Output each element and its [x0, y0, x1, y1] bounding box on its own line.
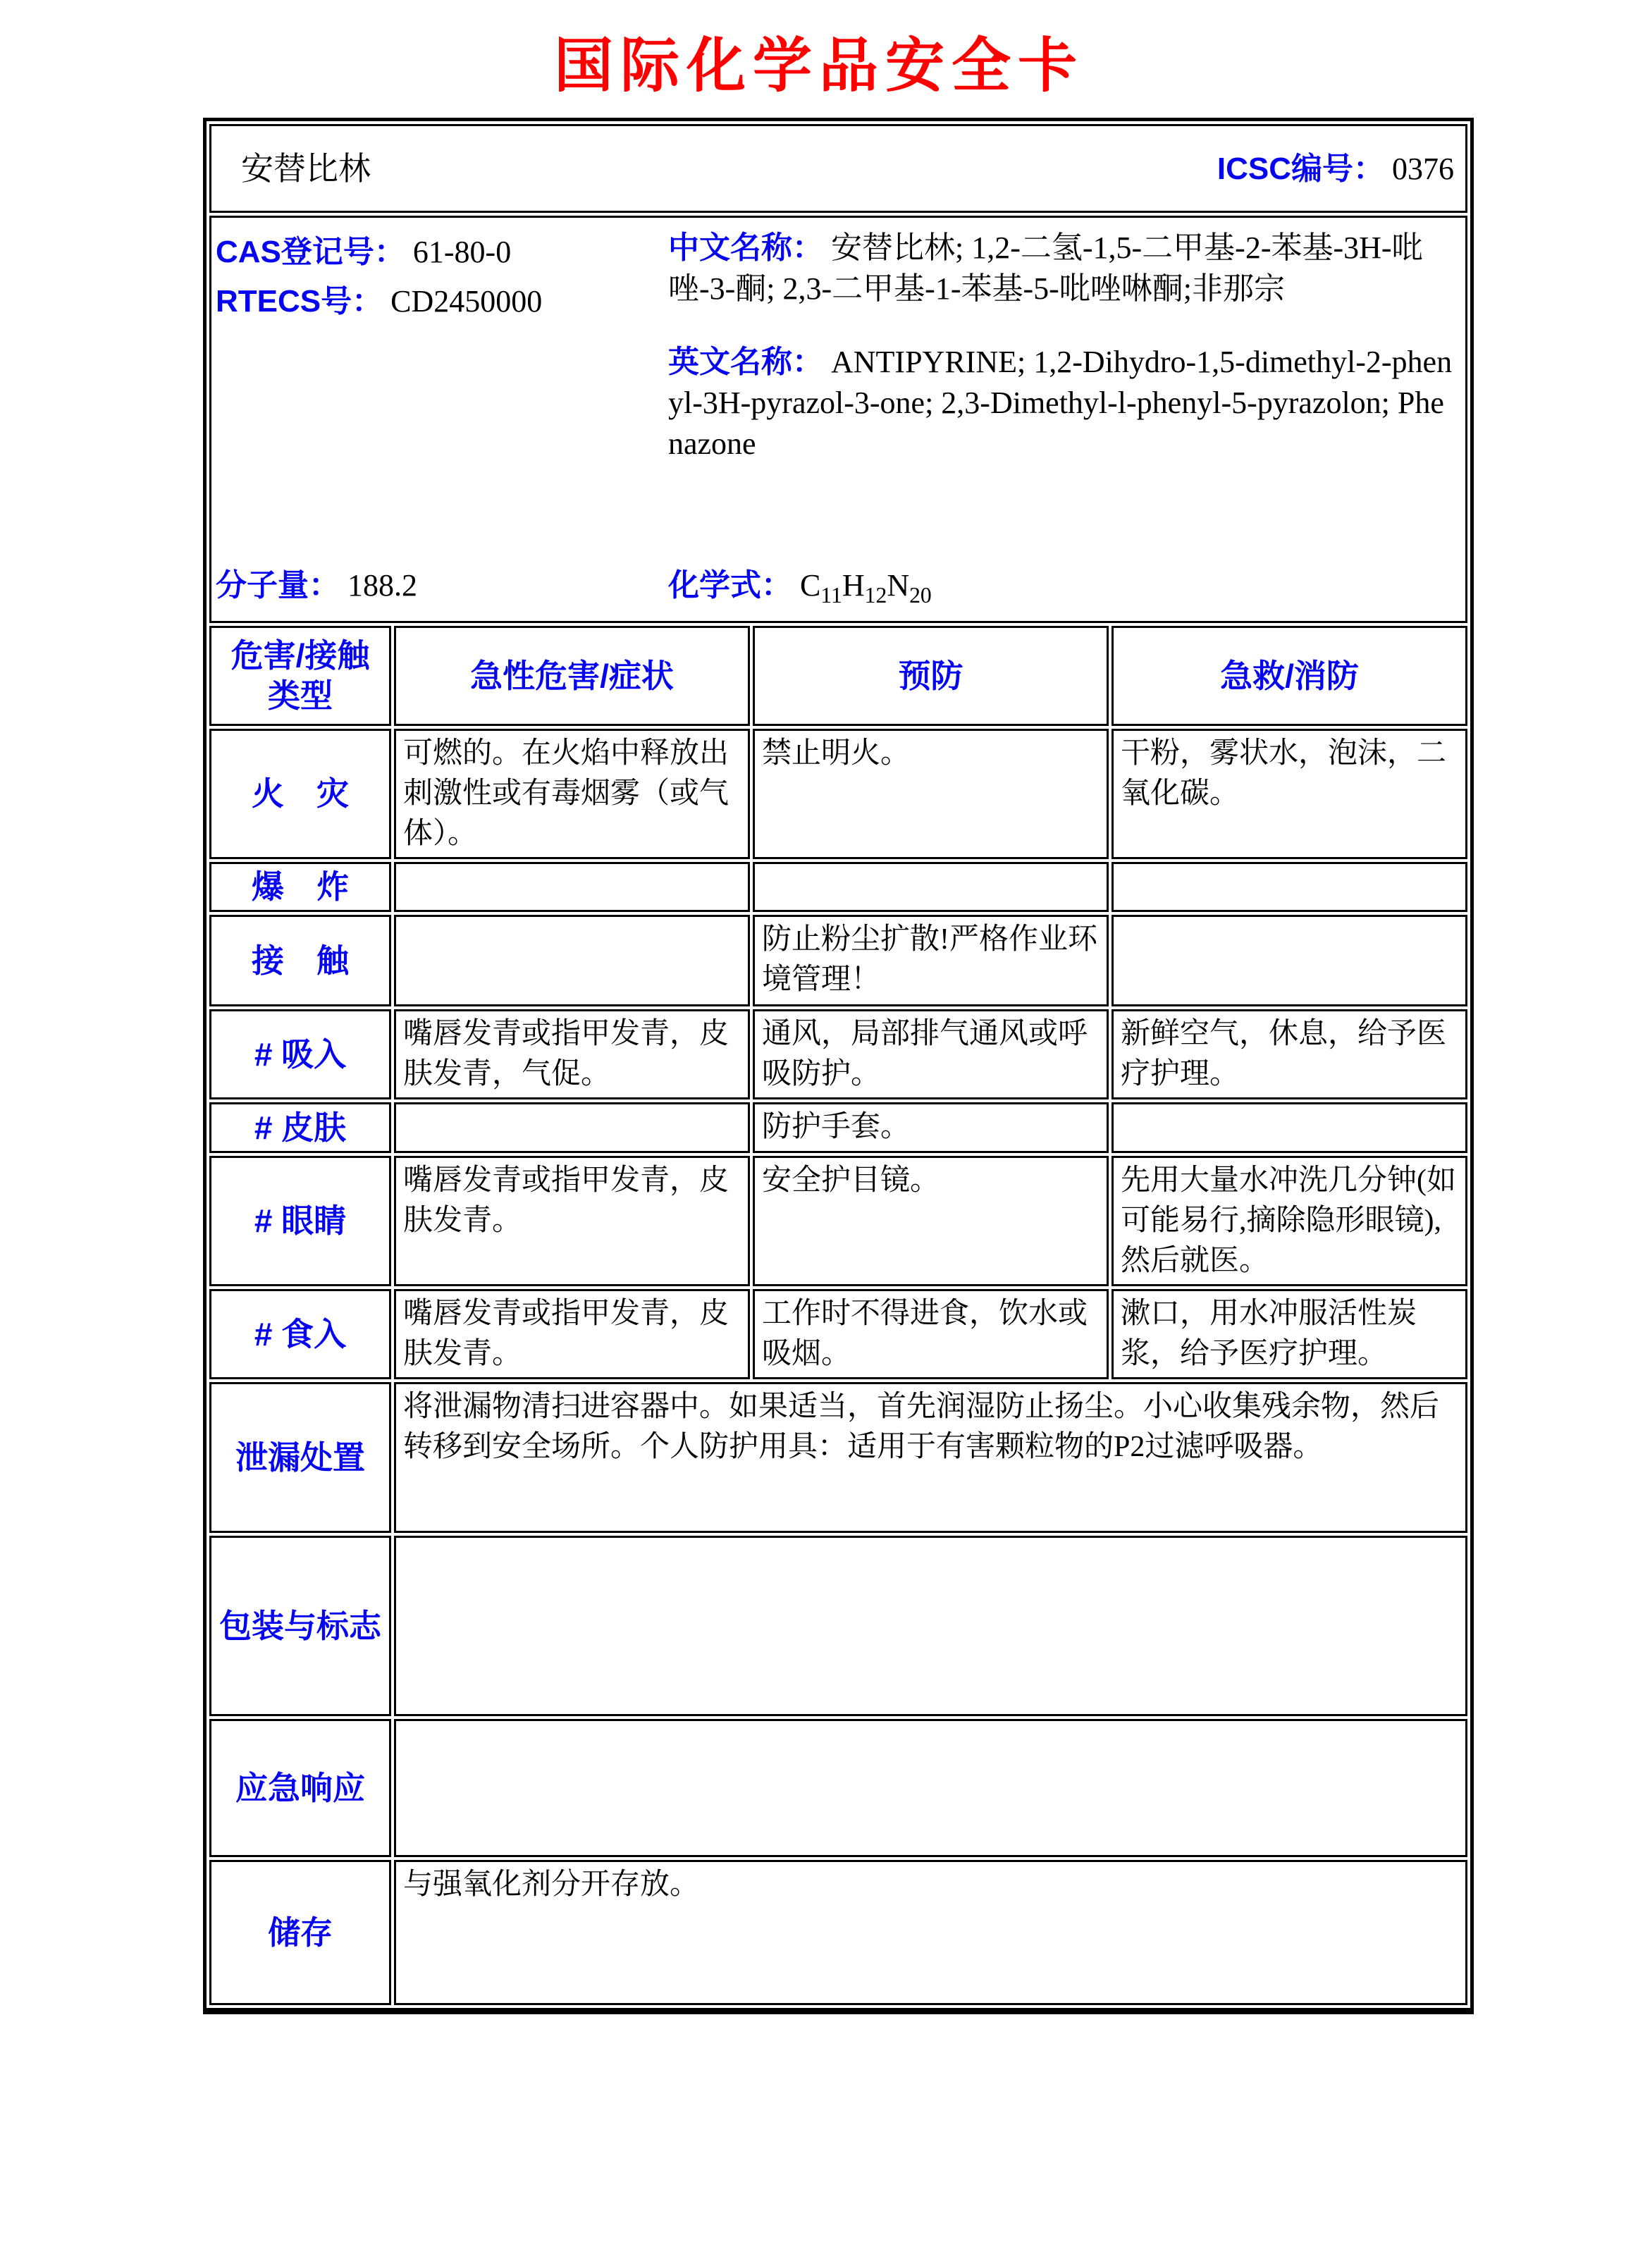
header-prevention: 预防: [753, 626, 1109, 726]
rtecs-label: RTECS号：: [216, 284, 383, 319]
row-label-emergency-response: 应急响应: [209, 1719, 391, 1857]
row-label-eyes: # 眼睛: [209, 1156, 391, 1286]
row-label-explosion: 爆 炸: [209, 862, 391, 912]
inhalation-prevention: 通风，局部排气通风或呼吸防护。: [753, 1009, 1109, 1099]
ingestion-prevention: 工作时不得进食，饮水或吸烟。: [753, 1289, 1109, 1379]
identification-row: [209, 216, 1467, 623]
table-row-emergency-response: [209, 1719, 1467, 1857]
header-acute-symptoms: 急性危害/症状: [394, 626, 750, 726]
molecular-weight-label: 分子量：: [216, 568, 340, 603]
row-label-skin: # 皮肤: [209, 1102, 391, 1153]
page-title: 国际化学品安全卡: [553, 32, 1084, 99]
table-row-skin: [209, 1102, 1467, 1153]
row-label-fire: 火 灾: [209, 729, 391, 859]
ingestion-firefighting: 漱口，用水冲服活性炭浆，给予医疗护理。: [1112, 1289, 1467, 1379]
inhalation-firefighting: 新鲜空气，休息，给予医疗护理。: [1112, 1009, 1467, 1099]
row-label-spill-disposal: 泄漏处置: [209, 1382, 391, 1533]
identification-cell: [209, 216, 1467, 623]
row-label-storage: 储存: [209, 1860, 391, 2005]
cas-label: CAS登记号：: [216, 235, 405, 269]
molecular-weight-line: [216, 563, 668, 608]
eyes-prevention: 安全护目镜。: [753, 1156, 1109, 1286]
header-hazard-type: 危害/接触类型: [209, 626, 391, 726]
explosion-prevention: [753, 862, 1109, 912]
english-name-value: ANTIPYRINE; 1,2-Dihydro-1,5-dimethyl-2-phenyl-3H-pyrazol-3-one; 2,3-Dimethyl-l-phenyl-5-pyrazolon; Phenazone: [668, 345, 1453, 461]
row-label-packaging: 包装与标志: [209, 1536, 391, 1716]
row-label-contact: 接 触: [209, 915, 391, 1006]
table-row-eyes: [209, 1156, 1467, 1286]
emergency-response-content: [394, 1719, 1467, 1857]
english-name-label: 英文名称：: [668, 345, 823, 379]
table-row-packaging: [209, 1536, 1467, 1716]
card-header-row: [209, 124, 1467, 213]
table-row-contact: [209, 915, 1467, 1006]
chinese-name-block: [668, 228, 1457, 309]
explosion-symptoms: [394, 862, 750, 912]
eyes-symptoms: 嘴唇发青或指甲发青，皮肤发青。: [394, 1156, 750, 1286]
table-row-explosion: [209, 862, 1467, 912]
safety-card-table: [203, 118, 1474, 2014]
skin-firefighting: [1112, 1102, 1467, 1153]
card-header-cell: [209, 124, 1467, 213]
rtecs-value: CD2450000: [390, 284, 543, 319]
chemical-formula-line: [668, 563, 1457, 608]
registry-numbers: [216, 228, 668, 608]
chinese-name-label: 中文名称：: [668, 230, 823, 265]
molecular-weight-value: 188.2: [347, 568, 417, 603]
table-row-inhalation: [209, 1009, 1467, 1099]
table-row-ingestion: [209, 1289, 1467, 1379]
contact-firefighting: [1112, 915, 1467, 1006]
cas-number-line: [216, 228, 668, 277]
table-row-spill-disposal: [209, 1382, 1467, 1533]
skin-prevention: 防护手套。: [753, 1102, 1109, 1153]
table-row-storage: [209, 1860, 1467, 2005]
rtecs-number-line: [216, 277, 668, 326]
table-row-fire: [209, 729, 1467, 859]
inhalation-symptoms: 嘴唇发青或指甲发青，皮肤发青，气促。: [394, 1009, 750, 1099]
storage-content: 与强氧化剂分开存放。: [394, 1860, 1467, 2005]
icsc-number: 0376: [1392, 151, 1454, 186]
eyes-firefighting: 先用大量水冲洗几分钟(如可能易行,摘除隐形眼镜),然后就医。: [1112, 1156, 1467, 1286]
icsc-number-group: [1217, 149, 1454, 189]
fire-firefighting: 干粉，雾状水，泡沫，二氧化碳。: [1112, 729, 1467, 859]
chemical-formula-label: 化学式：: [668, 568, 792, 603]
chemical-names: [668, 228, 1461, 608]
contact-symptoms: [394, 915, 750, 1006]
english-name-block: [668, 342, 1457, 464]
contact-prevention: 防止粉尘扩散!严格作业环境管理！: [753, 915, 1109, 1006]
hazard-header-row: [209, 626, 1467, 726]
row-label-inhalation: # 吸入: [209, 1009, 391, 1099]
ingestion-symptoms: 嘴唇发青或指甲发青，皮肤发青。: [394, 1289, 750, 1379]
row-label-ingestion: # 食入: [209, 1289, 391, 1379]
skin-symptoms: [394, 1102, 750, 1153]
header-first-aid: 急救/消防: [1112, 626, 1467, 726]
icsc-label: ICSC编号：: [1217, 151, 1384, 186]
fire-prevention: 禁止明火。: [753, 729, 1109, 859]
fire-symptoms: 可燃的。在火焰中释放出刺激性或有毒烟雾（或气体）。: [394, 729, 750, 859]
spill-disposal-content: 将泄漏物清扫进容器中。如果适当，首先润湿防止扬尘。小心收集残余物，然后转移到安全场所。个人防护用具：适用于有害颗粒物的P2过滤呼吸器。: [394, 1382, 1467, 1533]
chinese-name-value: 安替比林; 1,2-二氢-1,5-二甲基-2-苯基-3H-吡唑-3-酮; 2,3-二甲基-1-苯基-5-吡唑啉酮;非那宗: [668, 230, 1423, 306]
packaging-content: [394, 1536, 1467, 1716]
substance-name: 安替比林: [241, 150, 371, 187]
explosion-firefighting: [1112, 862, 1467, 912]
cas-value: 61-80-0: [412, 235, 512, 269]
chemical-formula-value: $C_{11}H_{12}N_{20}$: [800, 568, 932, 608]
